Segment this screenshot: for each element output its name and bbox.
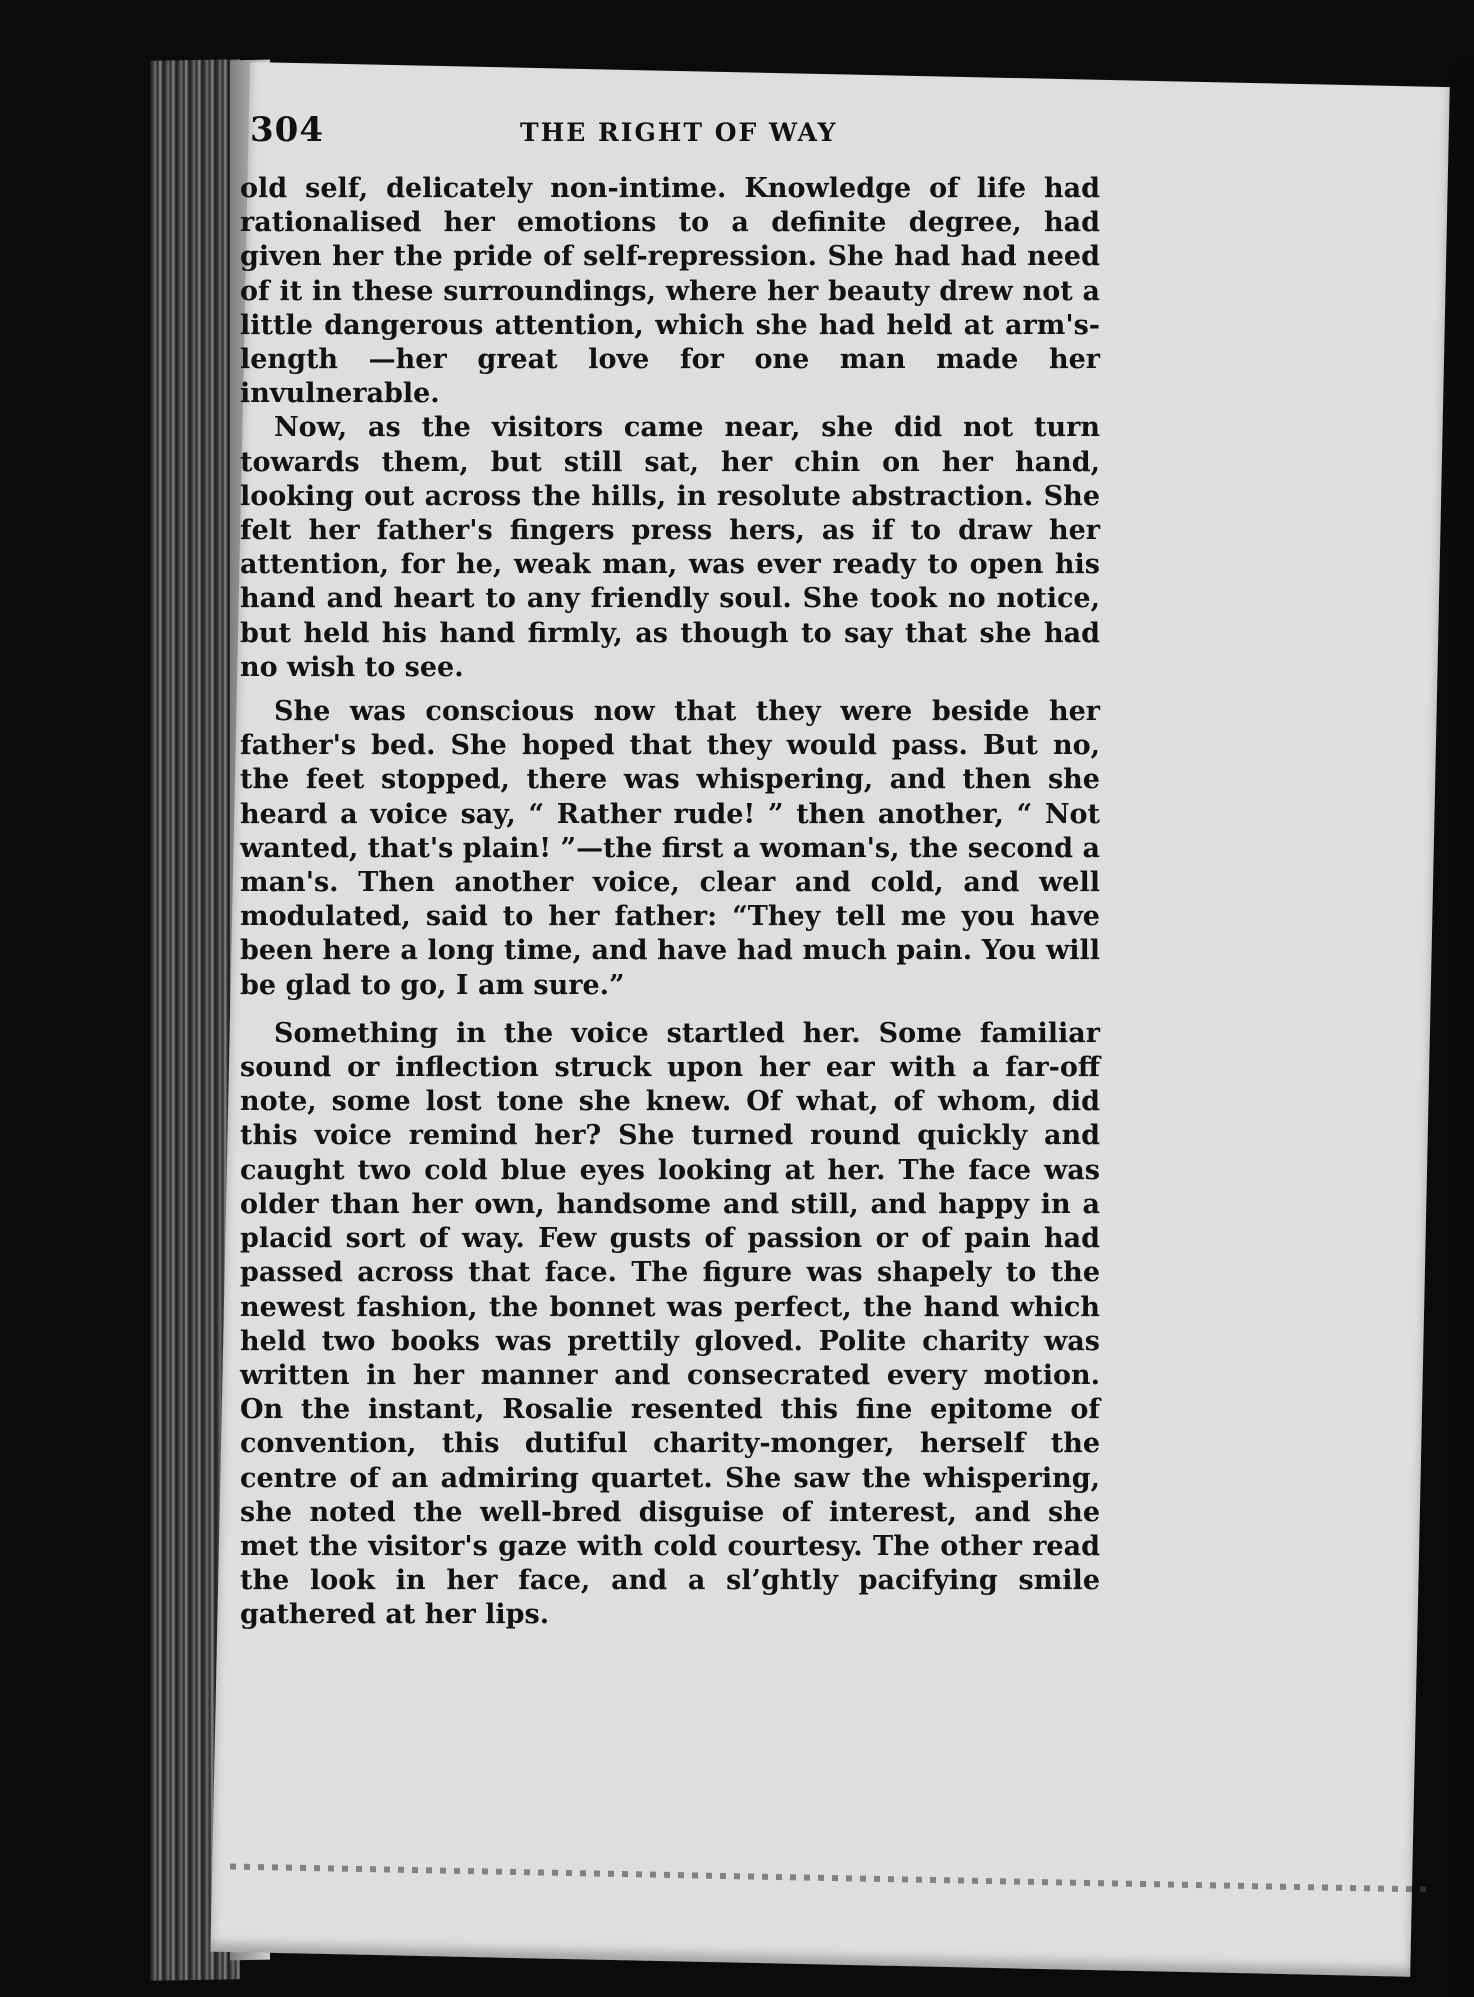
body-text — [240, 172, 1100, 1633]
paragraph-3: She was conscious now that they were beside her father's bed. She hoped that they would pass. But no, the feet stopped, there was whispering, and then she heard a voice say, “ Rather rude! ” then another, “ Not wanted, that's plain! ”—the first a woman's, the second a man's. Then another voice, clear and cold, and well modulated, said to her father: “They tell me you have been here a long time, and have had much pain. You will be glad to go, I am sure.” — [240, 696, 1100, 1001]
right-dark-edge — [1452, 60, 1474, 1997]
page-number: 304 — [250, 110, 324, 150]
paragraph-4: Something in the voice startled her. Some familiar sound or inflection struck upon her ear with a far-off note, some lost tone she knew. Of what, of whom, did this voice remind her? She turned round quickly and caught two cold blue eyes looking at her. The face was older than her own, handsome and still, and happy in a placid sort of way. Few gusts of passion or of pain had passed across that face. The figure was shapely to the newest fashion, the bonnet was perfect, the hand which held two books was prettily gloved. Polite charity was written in her manner and consecrated every motion. On the instant, Rosalie resented this fine epitome of convention, this dutiful charity-monger, herself the centre of an admiring quartet. She saw the whispering, she noted the well-bred disguise of interest, and she met the visitor's gaze with cold courtesy. The other read the look in her face, and a sl’ghtly pacifying smile gathered at her lips. — [240, 1017, 1100, 1631]
paragraph-2: Now, as the visitors came near, she did not turn towards them, but still sat, her chin on her hand, looking out across the hills, in resolute abstraction. She felt her father's fingers press hers, as if to draw her attention, for he, weak man, was ever ready to open his hand and heart to any friendly soul. She took no notice, but held his hand firmly, as though to say that she had no wish to see. — [240, 412, 1100, 683]
paragraph-1: old self, delicately non-intime. Knowledge of life had rationalised her emotions to a definite degree, had given her the pride of self-repression. She had had need of it in these surroundings, where her beauty drew not a little dangerous attention, which she had held at arm's-length —her great love for one man made her invulnerable. — [240, 173, 1100, 410]
running-title: THE RIGHT OF WAY — [520, 118, 838, 147]
running-header — [250, 110, 1100, 160]
